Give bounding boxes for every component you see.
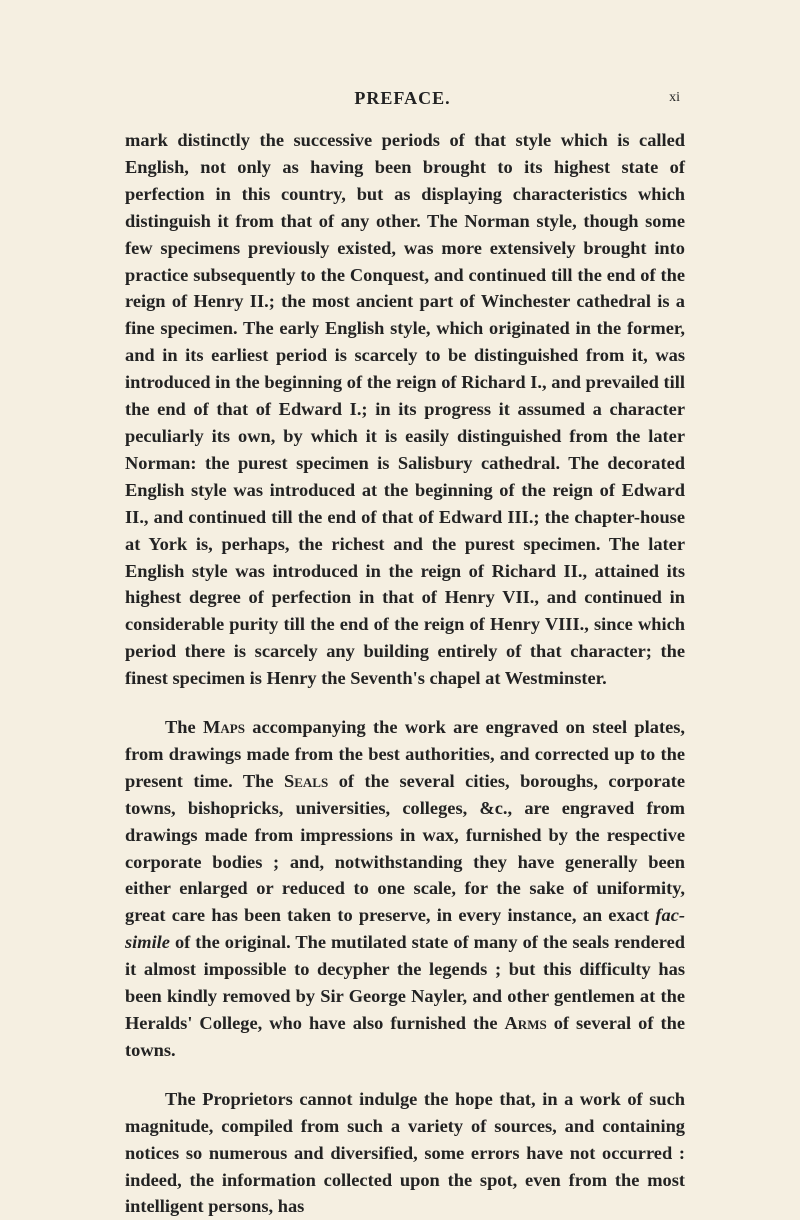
- arms-term: Arms: [504, 1013, 547, 1033]
- maps-term: Maps: [203, 717, 245, 738]
- facsimile-term: fac-simile: [125, 905, 685, 953]
- body-text: [125, 127, 685, 1220]
- page-number: xi: [669, 90, 680, 105]
- p2-text-2: accompanying the work are engraved on steel plates, from drawings made from the best authorities, and corrected up to the present time. The: [125, 717, 685, 791]
- paragraph-3: The Proprietors cannot indulge the hope that, in a work of such magnitude, compiled from such a variety of sources, and containing notices so numerous and diversified, some errors have not occurred : indeed, the information collected upon the spot, even from the most intelligent persons, has: [125, 1088, 685, 1217]
- paragraph-2: [125, 714, 685, 1064]
- page-title: PREFACE.: [354, 88, 451, 108]
- running-header: [125, 88, 680, 112]
- paragraph-1: mark distinctly the successive periods of that style which is called English, not only as having been brought to its highest state of perfection in this country, but as displaying characteristics which distinguish it from that of any other. The Norman style, though some few specimens previously existed, was more extensively brought into practice subsequently to the Conquest, and continued till the end of the reign of Henry II.; the most ancient part of Winchester cathedral is a fine specimen. The early English style, which originated in the former, and in its earliest period is scarcely to be distinguished from it, was introduced in the beginning of the reign of Richard I., and prevailed till the end of that of Edward I.; in its progress it assumed a character peculiarly its own, by which it is easily distinguished from the later Norman: the purest specimen is Salisbury cathedral. The decorated English style was introduced at the beginning of the reign of Edward II., and continued till the end of that of Edward III.; the chapter-house at York is, perhaps, the richest and the purest specimen. The later English style was introduced in the reign of Richard II., attained its highest degree of perfection in that of Henry VII., and continued in considerable purity till the end of the reign of Henry VIII., since which period there is scarcely any building entirely of that character; the finest specimen is Henry the Seventh's chapel at Westminster.: [125, 130, 685, 689]
- p2-text-5: of several of the towns.: [125, 1013, 685, 1060]
- seals-term: Seals: [284, 770, 329, 791]
- p2-text-1: The: [165, 717, 204, 738]
- p2-text-3: of the several cities, boroughs, corporate towns, bishopricks, universities, colleges, &c., are engraved from drawings made from impressions in wax, furnished by the respective corporate bodies ; and, notwithstanding they have generally been either enlarged or reduced to one scale, for the sake of uniformity, great care has been taken to preserve, in every instance, an exact: [125, 770, 686, 926]
- p2-text-4: of the original. The mutilated state of many of the seals rendered it almost impossible to decypher the legends ; but this difficulty has been kindly removed by Sir George Nayler, and other gentlemen at the Heralds' College, who have also furnished the: [125, 932, 685, 1033]
